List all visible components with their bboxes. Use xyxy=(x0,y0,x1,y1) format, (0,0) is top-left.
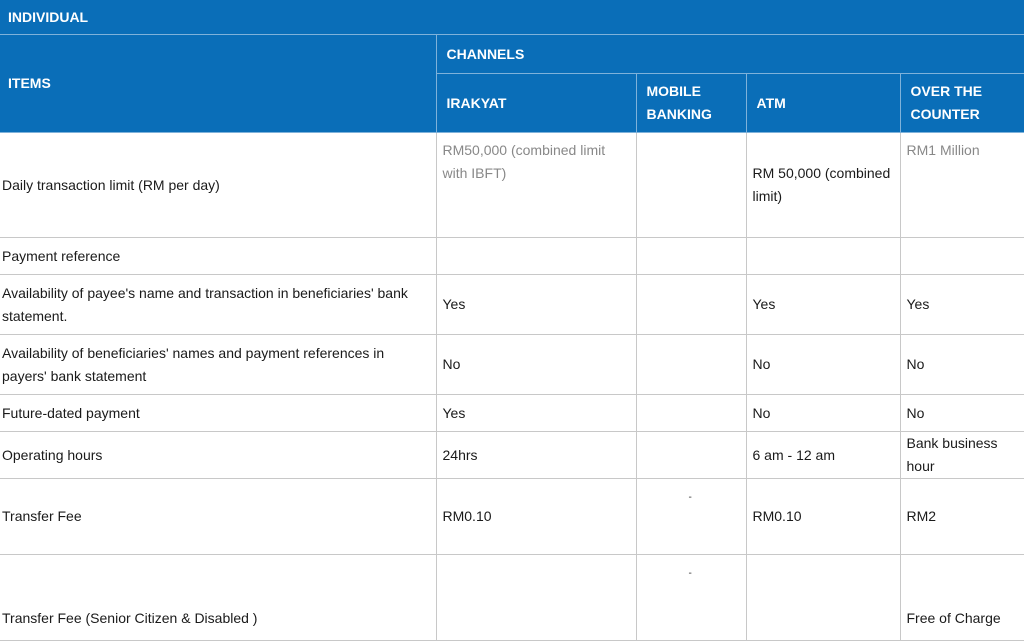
table-row xyxy=(0,335,1024,395)
mobile-banking-cell xyxy=(636,479,746,555)
table-row xyxy=(0,432,1024,479)
mobile-banking-cell xyxy=(636,275,746,335)
table-row xyxy=(0,395,1024,432)
table-row xyxy=(0,133,1024,238)
item-cell: Availability of payee's name and transaction in beneficiaries' bank statement. xyxy=(0,275,436,335)
over-the-counter-cell: Yes xyxy=(900,275,1024,335)
over-the-counter-cell xyxy=(900,238,1024,275)
atm-cell: No xyxy=(746,395,900,432)
item-cell: Transfer Fee (Senior Citizen & Disabled ) xyxy=(0,555,436,641)
irakyat-cell xyxy=(436,238,636,275)
over-the-counter-cell: Free of Charge xyxy=(900,555,1024,641)
item-cell: Daily transaction limit (RM per day) xyxy=(0,133,436,238)
over-the-counter-cell: No xyxy=(900,335,1024,395)
mobile-banking-cell xyxy=(636,395,746,432)
mobile-banking-cell xyxy=(636,238,746,275)
atm-cell: RM 50,000 (combined limit) xyxy=(746,133,900,238)
item-cell: Future-dated payment xyxy=(0,395,436,432)
over-the-counter-cell: RM2 xyxy=(900,479,1024,555)
atm-cell xyxy=(746,555,900,641)
mobile-banking-cell xyxy=(636,432,746,479)
table-row xyxy=(0,555,1024,641)
mobile-banking-header: MOBILE BANKING xyxy=(636,74,746,133)
over-the-counter-cell: RM1 Million xyxy=(900,133,1024,238)
table-row xyxy=(0,479,1024,555)
mobile-banking-cell xyxy=(636,133,746,238)
table-title: INDIVIDUAL xyxy=(0,0,1024,35)
item-cell: Transfer Fee xyxy=(0,479,436,555)
dash-mark: - xyxy=(688,568,692,579)
irakyat-cell: 24hrs xyxy=(436,432,636,479)
irakyat-header: IRAKYAT xyxy=(436,74,636,133)
irakyat-cell: Yes xyxy=(436,275,636,335)
over-the-counter-header: OVER THE COUNTER xyxy=(900,74,1024,133)
atm-cell xyxy=(746,238,900,275)
irakyat-cell xyxy=(436,555,636,641)
atm-cell: No xyxy=(746,335,900,395)
items-header: ITEMS xyxy=(0,35,436,133)
irakyat-cell: No xyxy=(436,335,636,395)
channels-header: CHANNELS xyxy=(436,35,1024,74)
over-the-counter-cell: Bank business hour xyxy=(900,432,1024,479)
over-the-counter-cell: No xyxy=(900,395,1024,432)
item-cell: Payment reference xyxy=(0,238,436,275)
item-cell: Operating hours xyxy=(0,432,436,479)
atm-cell: Yes xyxy=(746,275,900,335)
atm-cell: RM0.10 xyxy=(746,479,900,555)
mobile-banking-cell xyxy=(636,555,746,641)
table-row xyxy=(0,275,1024,335)
mobile-banking-cell xyxy=(636,335,746,395)
atm-cell: 6 am - 12 am xyxy=(746,432,900,479)
dash-mark: - xyxy=(688,492,692,503)
irakyat-cell: RM50,000 (combined limit with IBFT) xyxy=(436,133,636,238)
atm-header: ATM xyxy=(746,74,900,133)
item-cell: Availability of beneficiaries' names and payment references in payers' bank statement xyxy=(0,335,436,395)
table-row xyxy=(0,238,1024,275)
irakyat-cell: Yes xyxy=(436,395,636,432)
irakyat-cell: RM0.10 xyxy=(436,479,636,555)
